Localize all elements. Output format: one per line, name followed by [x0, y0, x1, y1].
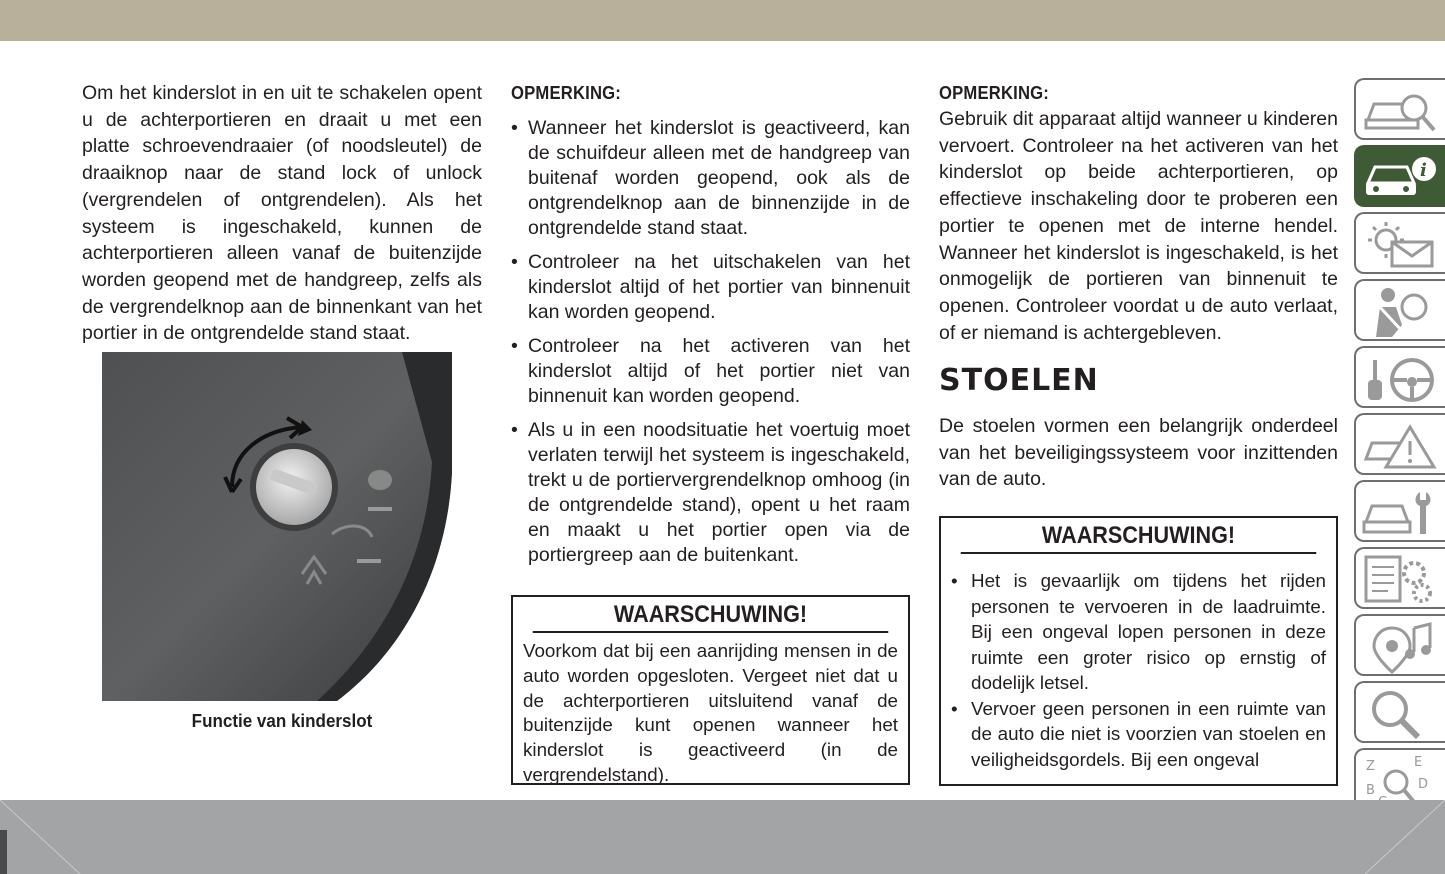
note-paragraph: Gebruik dit apparaat altijd wanneer u kinderen vervoert. Controleer na het activeren van het kinderslot op beide achterportieren, op effectieve inschakeling door te proberen een portier te openen met de interne hendel. Wanneer het kinderslot is ingeschakeld, is het onmogelijk de portieren van binnenuit te openen. Controleer voordat u de auto verlaat, of er niemand is achtergebleven. — [939, 108, 1338, 344]
multimedia-icon — [1362, 620, 1442, 674]
warning-bullet-list — [951, 568, 1326, 772]
svg-text:i: i — [1420, 160, 1427, 181]
intro-paragraph: Om het kinderslot in en uit te schakelen opent u de achterportieren en draait u met een platte schroevendraaier (of noodsleutel) de draaiknop naar de stand lock of unlock (vergrendelen of ontgrendelen). Als het systeem is ingeschakeld, kunnen de achterportieren alleen vanaf de buitenzijde worden geopend met de handgreep, zelfs als de vergrendelknop aan de binnenkant van het portier in de ontgrendelde stand staat. — [82, 82, 482, 345]
car-search-icon — [1362, 84, 1442, 138]
column-middle — [511, 80, 910, 577]
warning-bullet: • Het is gevaarlijk om tijdens het rijden personen te vervoeren in de laadruimte. Bij een ongeval lopen personen in deze ruimte een groter risico op ernstig of dodelijk letsel. — [951, 568, 1326, 696]
tab-search[interactable] — [1354, 681, 1445, 743]
tab-warning-lights[interactable] — [1354, 212, 1445, 274]
tab-emergency[interactable] — [1354, 413, 1445, 475]
top-header-bar — [0, 0, 1445, 41]
key-steering-wheel-icon — [1362, 352, 1442, 406]
car-hazard-icon — [1362, 419, 1442, 473]
section-title: STOELEN — [939, 363, 1099, 399]
section-paragraph: De stoelen vormen een belangrijk onderdeel van het beveiligingssysteem voor inzittenden van de auto. — [939, 415, 1338, 491]
tab-safety[interactable] — [1354, 279, 1445, 341]
note-bullet: • Wanneer het kinderslot is geactiveerd, kan de schuifdeur alleen met de handgreep van buitenaf worden geopend, ook als de ontgrendelknop aan de binnenzijde in de ontgrendelde stand staat. — [511, 116, 910, 241]
tab-multimedia[interactable] — [1354, 614, 1445, 676]
tab-starting-driving[interactable] — [1354, 346, 1445, 408]
tab-service[interactable] — [1354, 480, 1445, 542]
svg-text:B: B — [1366, 783, 1375, 798]
warning-title: WAARSCHUWING! — [961, 518, 1317, 554]
warning-light-message-icon — [1362, 218, 1442, 272]
spec-gears-icon — [1362, 553, 1442, 607]
bottom-footer-bar — [0, 800, 1445, 874]
svg-text:D: D — [1418, 777, 1429, 792]
figure-caption: Functie van kinderslot — [191, 710, 373, 731]
warning-title: WAARSCHUWING! — [533, 597, 889, 633]
note-heading: OPMERKING: — [939, 82, 1050, 103]
tab-specifications[interactable] — [1354, 547, 1445, 609]
magnifier-icon — [1362, 687, 1442, 741]
tab-car-search[interactable] — [1354, 78, 1445, 140]
child-lock-photo — [102, 352, 452, 701]
note-bullet: • Controleer na het activeren van het kinderslot altijd of het portier niet van binnenuit kan worden geopend. — [511, 334, 910, 409]
column-right — [939, 80, 1338, 493]
svg-text:E: E — [1414, 755, 1423, 770]
car-wrench-icon — [1362, 486, 1442, 540]
svg-text:Z: Z — [1366, 759, 1375, 774]
car-info-icon — [1362, 151, 1442, 205]
warning-box-right — [939, 516, 1338, 786]
note-bullet-list — [511, 116, 910, 568]
note-bullet: • Controleer na het uitschakelen van het kinderslot altijd of het portier van binnenuit kan worden geopend. — [511, 250, 910, 325]
corner-marker — [0, 830, 7, 874]
warning-text: Voorkom dat bij een aanrijding mensen in de auto worden opgesloten. Vergeet niet dat u de achterportieren uitsluitend vanaf de buitenzijde kunt openen wanneer het kinderslot is geactiveerd (in de vergrendelstand). — [523, 640, 898, 785]
tab-car-info[interactable] — [1354, 145, 1445, 207]
warning-box-middle — [511, 595, 910, 785]
warning-bullet: • Vervoer geen personen in een ruimte van de auto die niet is voorzien van stoelen en veiligheidsgordels. Bij een ongeval — [951, 696, 1326, 773]
note-bullet: • Als u in een noodsituatie het voertuig moet verlaten terwijl het systeem is ingeschakeld, trekt u de portiervergrendelknop omhoog (in de ontgrendelde stand), opent u het raam en maakt u het portier open via de portiergreep aan de buitenkant. — [511, 418, 910, 568]
note-heading: OPMERKING: — [511, 82, 622, 103]
column-left — [82, 80, 482, 347]
airbag-seatbelt-icon — [1362, 285, 1442, 339]
